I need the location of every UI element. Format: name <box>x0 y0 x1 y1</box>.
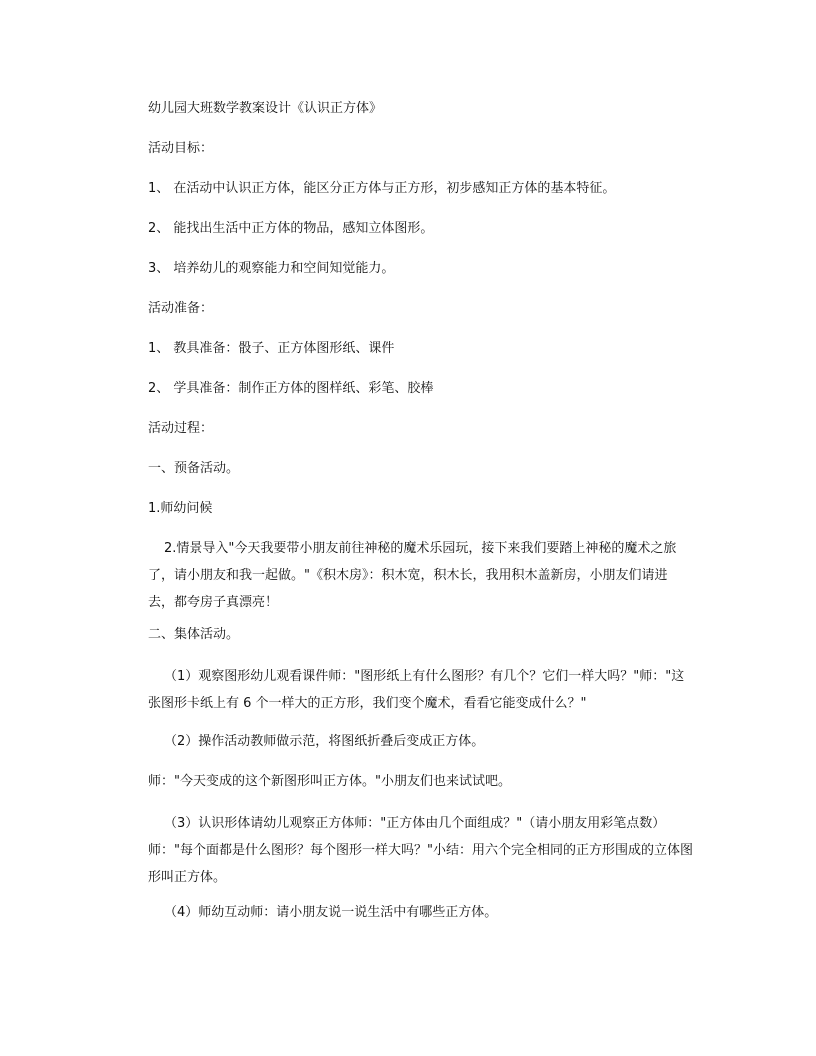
prep-item: 2、 学具准备：制作正方体的图样纸、彩笔、胶棒 <box>148 381 434 396</box>
goal-item: 1、 在活动中认识正方体，能区分正方体与正方形，初步感知正方体的基本特征。 <box>148 181 616 196</box>
process-heading: 活动过程： <box>148 421 214 436</box>
activity-item: （1）观察图形幼儿观看课件师："图形纸上有什么图形？有几个？它们一样大吗？"师："这张图形卡纸上有 6 个一样大的正方形，我们变个魔术，看看它能变成什么？" <box>148 669 685 711</box>
section-heading: 一、预备活动。 <box>148 461 240 476</box>
prep-heading: 活动准备： <box>148 301 214 316</box>
activity-item: （3）认识形体请幼儿观察正方体师："正方体由几个面组成？"（请小朋友用彩笔点数）师："每个面都是什么图形？每个图形一样大吗？"小结：用六个完全相同的正方形围成的立体图形叫正方体。 <box>148 816 693 885</box>
goal-item: 2、 能找出生活中正方体的物品，感知立体图形。 <box>148 221 434 236</box>
prep-item: 1、 教具准备：骰子、正方体图形纸、课件 <box>148 341 395 356</box>
step-item: 1.师幼问候 <box>148 501 213 516</box>
step-paragraph: 2.情景导入"今天我要带小朋友前往神秘的魔术乐园玩，接下来我们要踏上神秘的魔术之旅了，请小朋友和我一起做。"《积木房》：积木宽，积木长，我用积木盖新房，小朋友们请进去，都夸房子真漂亮！ <box>148 541 677 610</box>
activity-text: 师："今天变成的这个新图形叫正方体。"小朋友们也来试试吧。 <box>148 774 511 789</box>
activity-item: （2）操作活动教师做示范，将图纸折叠后变成正方体。 <box>164 734 485 749</box>
section-heading: 二、集体活动。 <box>148 627 240 642</box>
goal-item: 3、 培养幼儿的观察能力和空间知觉能力。 <box>148 261 395 276</box>
goals-heading: 活动目标： <box>148 141 214 156</box>
activity-item: （4）师幼互动师：请小朋友说一说生活中有哪些正方体。 <box>164 905 498 920</box>
document-title: 幼儿园大班数学教案设计《认识正方体》 <box>148 101 383 116</box>
